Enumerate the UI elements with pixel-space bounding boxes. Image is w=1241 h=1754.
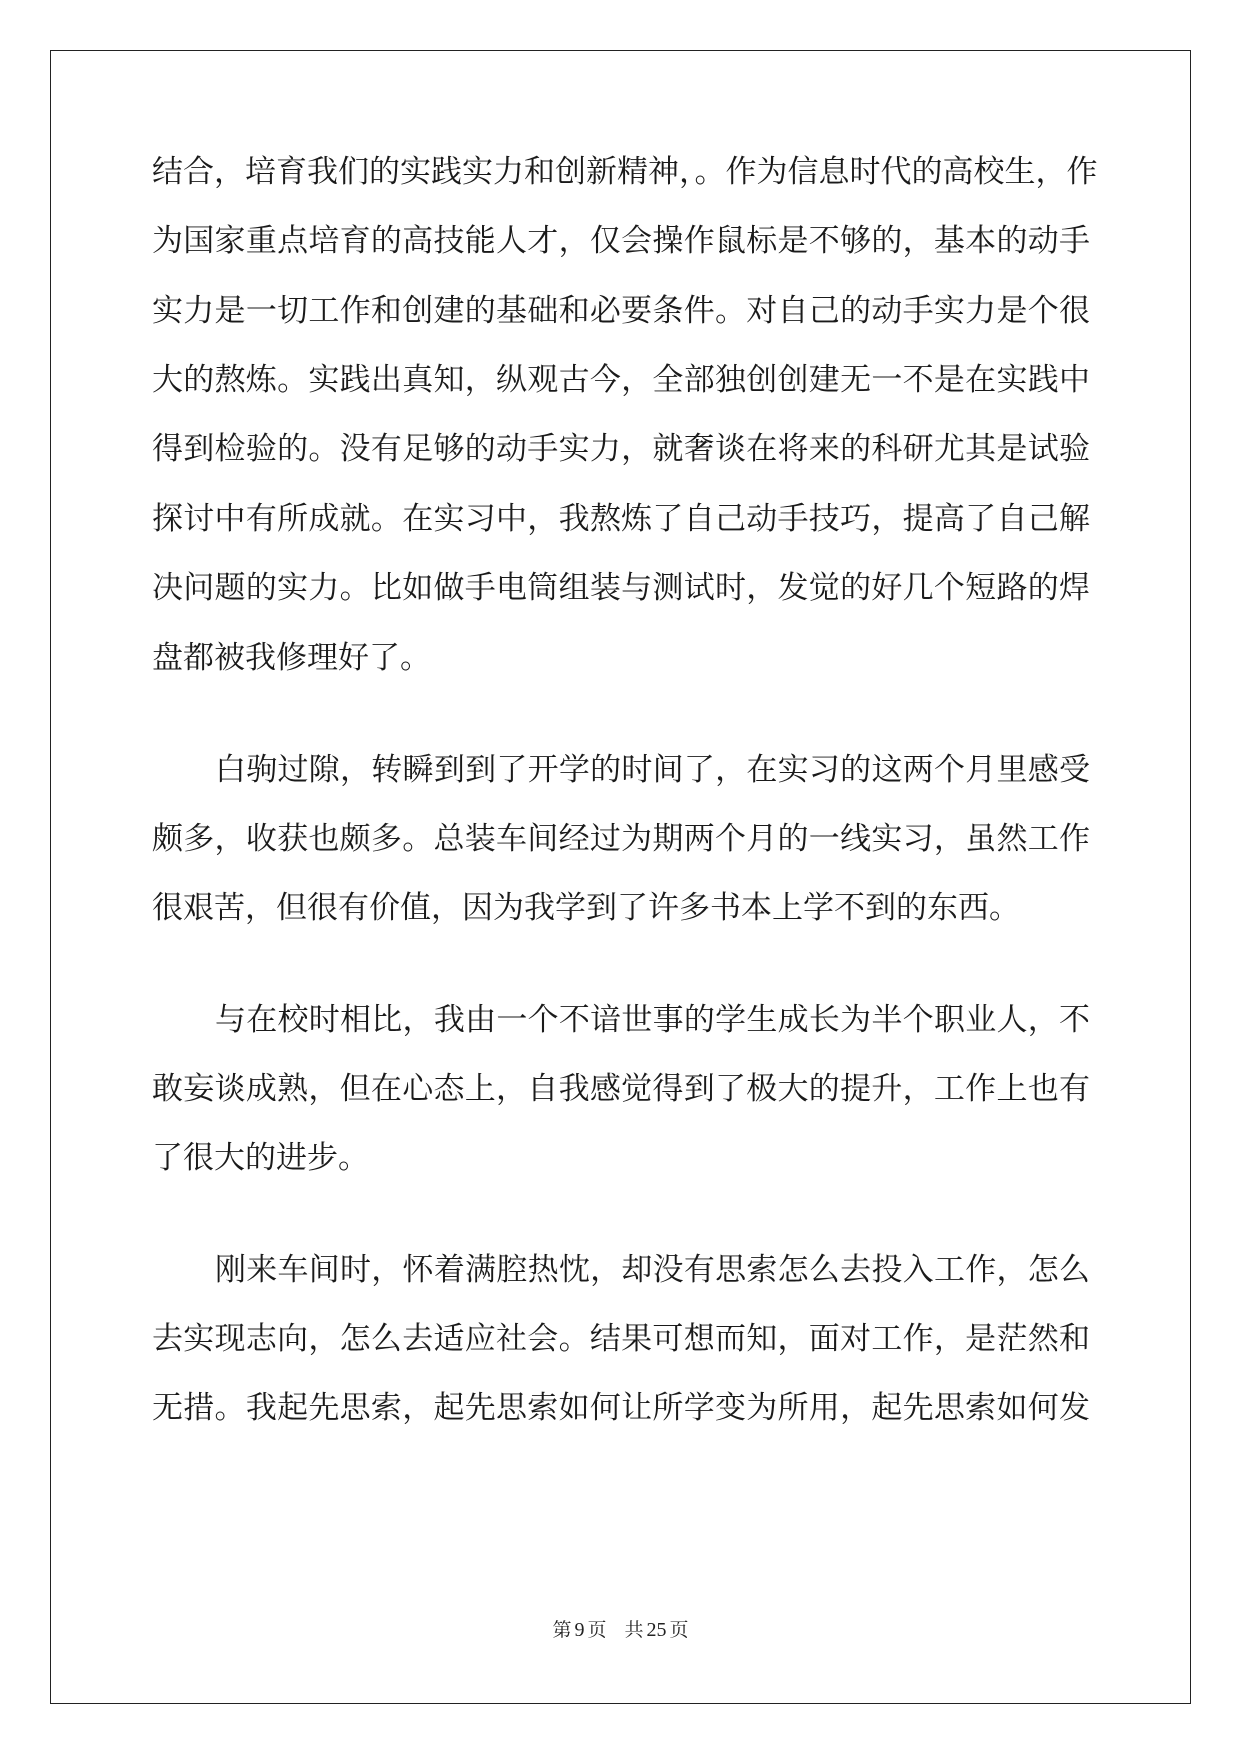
text-line: 探讨中有所成就。在实习中，我熬炼了自己动手技巧，提高了自己解 [152,501,1090,537]
text-line: 为国家重点培育的高技能人才，仅会操作鼠标是不够的，基本的动手 [152,223,1090,259]
text-line: 敢妄谈成熟，但在心态上，自我感觉得到了极大的提升，工作上也有 [152,1071,1090,1107]
page-footer [0,1617,1241,1644]
text-line: 无措。我起先思索，起先思索如何让所学变为所用，起先思索如何发 [152,1390,1090,1426]
text-line: 去实现志向，怎么去适应社会。结果可想而知，面对工作，是茫然和 [152,1321,1090,1357]
page-suffix: 页 [587,1620,607,1641]
page-prefix: 第 [552,1620,572,1641]
paragraph-first-line: 与在校时相比，我由一个不谙世事的学生成长为半个职业人，不 [215,1002,1090,1038]
text-line: 结合，培育我们的实践实力和创新精神，。作为信息时代的高校生，作 [152,154,1098,190]
page-number: 9 [574,1619,585,1641]
text-line: 盘都被我修理好了。 [152,640,431,676]
total-prefix: 共 [624,1620,644,1641]
paragraph-first-line: 刚来车间时，怀着满腔热忱，却没有思索怎么去投入工作，怎么 [215,1252,1090,1288]
text-line: 大的熬炼。实践出真知，纵观古今，全部独创创建无一不是在实践中 [152,362,1090,398]
text-line: 实力是一切工作和创建的基础和必要条件。对自己的动手实力是个很 [152,293,1090,329]
paragraph-first-line: 白驹过隙，转瞬到到了开学的时间了，在实习的这两个月里感受 [215,752,1090,788]
text-line: 颇多，收获也颇多。总装车间经过为期两个月的一线实习，虽然工作 [152,821,1090,857]
text-line: 得到检验的。没有足够的动手实力，就奢谈在将来的科研尤其是试验 [152,431,1090,467]
text-line: 很艰苦，但很有价值，因为我学到了许多书本上学不到的东西。 [152,890,1020,926]
text-line: 了很大的进步。 [152,1140,369,1176]
text-line: 决问题的实力。比如做手电筒组装与测试时，发觉的好几个短路的焊 [152,570,1090,606]
total-suffix: 页 [669,1620,689,1641]
total-pages: 25 [646,1619,667,1641]
